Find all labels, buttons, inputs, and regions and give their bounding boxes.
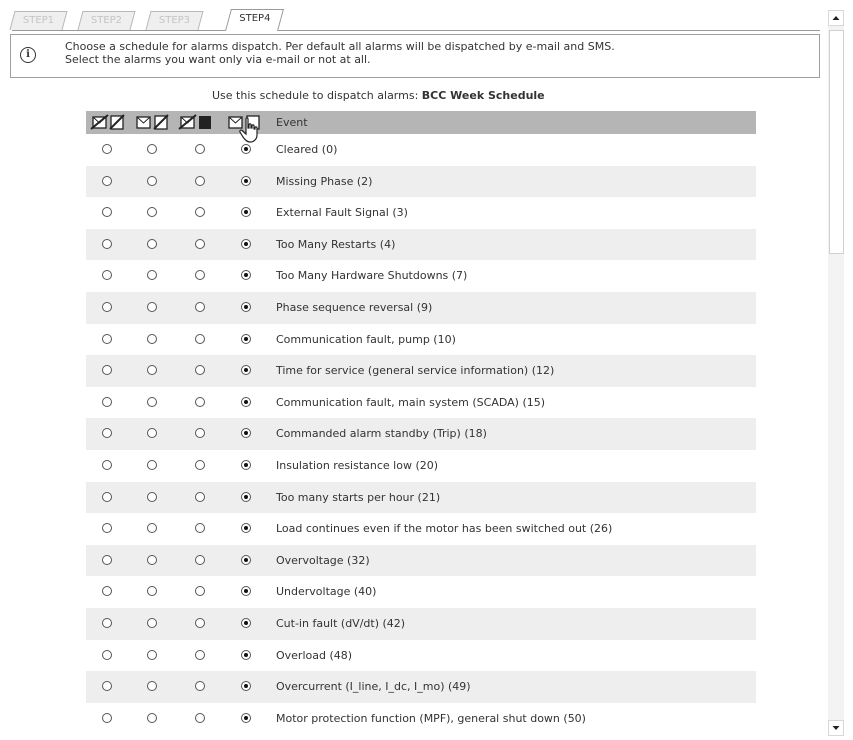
dispatch-radio-option-2[interactable] (147, 239, 157, 249)
dispatch-radio-option-2[interactable] (147, 176, 157, 186)
dispatch-radio-option-3[interactable] (195, 302, 205, 312)
info-text (65, 40, 615, 66)
dispatch-radio-option-2[interactable] (147, 586, 157, 596)
dispatch-radio-option-1[interactable] (102, 586, 112, 596)
dispatch-radio-option-1[interactable] (102, 681, 112, 691)
table-row (86, 324, 756, 356)
dispatch-radio-option-2[interactable] (147, 523, 157, 533)
dispatch-radio-option-2[interactable] (147, 555, 157, 565)
event-label: Cut-in fault (dV/dt) (42) (276, 616, 406, 630)
dispatch-radio-option-1[interactable] (102, 239, 112, 249)
info-line-1: Choose a schedule for alarms dispatch. Per default all alarms will be dispatched by e-mail and SMS. (65, 40, 615, 53)
event-label: Phase sequence reversal (9) (276, 300, 433, 314)
event-label: Missing Phase (2) (276, 174, 373, 188)
event-label: Communication fault, pump (10) (276, 332, 456, 346)
dispatch-radio-option-4[interactable] (241, 650, 251, 660)
event-label: Commanded alarm standby (Trip) (18) (276, 427, 487, 441)
event-label: Motor protection function (MPF), general shut down (50) (276, 711, 586, 725)
event-label: Too Many Hardware Shutdowns (7) (276, 269, 468, 283)
dispatch-radio-option-2[interactable] (147, 144, 157, 154)
tab-label: STEP3 (158, 15, 191, 26)
dispatch-radio-option-2[interactable] (147, 713, 157, 723)
dispatch-radio-option-2[interactable] (147, 681, 157, 691)
info-box (10, 34, 820, 78)
dispatch-radio-option-1[interactable] (102, 144, 112, 154)
dispatch-radio-option-4[interactable] (241, 302, 251, 312)
dispatch-radio-option-1[interactable] (102, 397, 112, 407)
table-row (86, 671, 756, 703)
dispatch-radio-option-1[interactable] (102, 176, 112, 186)
dispatch-radio-option-4[interactable] (241, 555, 251, 565)
dispatch-radio-option-3[interactable] (195, 618, 205, 628)
dispatch-radio-option-3[interactable] (195, 460, 205, 470)
dispatch-radio-option-2[interactable] (147, 365, 157, 375)
dispatch-radio-option-4[interactable] (241, 586, 251, 596)
dispatch-radio-option-4[interactable] (241, 270, 251, 280)
tab-label: STEP1 (22, 15, 55, 26)
tab-step-1[interactable] (9, 11, 67, 30)
table-row (86, 387, 756, 419)
dispatch-radio-option-3[interactable] (195, 681, 205, 691)
dispatch-radio-option-4[interactable] (241, 397, 251, 407)
dispatch-radio-option-2[interactable] (147, 650, 157, 660)
dispatch-radio-option-4[interactable] (241, 523, 251, 533)
dispatch-radio-option-3[interactable] (195, 334, 205, 344)
dispatch-radio-option-4[interactable] (241, 428, 251, 438)
tab-label: STEP4 (239, 13, 271, 24)
tab-step-3[interactable] (145, 11, 203, 30)
dispatch-radio-option-3[interactable] (195, 492, 205, 502)
dispatch-radio-option-2[interactable] (147, 618, 157, 628)
schedule-prefix: Use this schedule to dispatch alarms: (212, 89, 419, 102)
event-column-header: Event (276, 116, 308, 129)
dispatch-radio-option-4[interactable] (241, 144, 251, 154)
event-label: Undervoltage (40) (276, 585, 377, 599)
event-label: Load continues even if the motor has been switched out (26) (276, 522, 613, 536)
event-label: Too Many Restarts (4) (276, 237, 396, 251)
alarm-dispatch-table (86, 111, 756, 734)
tab-step-2[interactable] (77, 11, 135, 30)
dispatch-radio-option-1[interactable] (102, 713, 112, 723)
arrow-up-icon[interactable] (828, 10, 844, 26)
dispatch-radio-option-1[interactable] (102, 618, 112, 628)
dispatch-radio-option-1[interactable] (102, 302, 112, 312)
dispatch-radio-option-4[interactable] (241, 207, 251, 217)
event-label: External Fault Signal (3) (276, 206, 408, 220)
table-body (86, 134, 756, 734)
dispatch-radio-option-1[interactable] (102, 334, 112, 344)
table-row (86, 482, 756, 514)
vertical-scrollbar[interactable] (828, 10, 844, 736)
dispatch-radio-option-4[interactable] (241, 618, 251, 628)
no-email-no-sms-icon[interactable] (90, 114, 130, 131)
dispatch-radio-option-1[interactable] (102, 492, 112, 502)
table-row (86, 292, 756, 324)
dispatch-radio-option-3[interactable] (195, 144, 205, 154)
dispatch-radio-option-2[interactable] (147, 334, 157, 344)
table-row (86, 134, 756, 166)
dispatch-radio-option-3[interactable] (195, 428, 205, 438)
dispatch-radio-option-4[interactable] (241, 239, 251, 249)
scrollbar-thumb[interactable] (829, 30, 844, 254)
dispatch-radio-option-1[interactable] (102, 555, 112, 565)
dispatch-radio-option-2[interactable] (147, 397, 157, 407)
schedule-line (212, 89, 545, 102)
dispatch-radio-option-3[interactable] (195, 207, 205, 217)
dispatch-radio-option-2[interactable] (147, 460, 157, 470)
table-row (86, 640, 756, 672)
dispatch-radio-option-3[interactable] (195, 397, 205, 407)
dispatch-radio-option-3[interactable] (195, 365, 205, 375)
table-row (86, 450, 756, 482)
table-row (86, 545, 756, 577)
dispatch-radio-option-3[interactable] (195, 523, 205, 533)
hand-cursor-icon (239, 116, 261, 144)
table-row (86, 355, 756, 387)
dispatch-radio-option-1[interactable] (102, 365, 112, 375)
dispatch-radio-option-3[interactable] (195, 176, 205, 186)
event-label: Insulation resistance low (20) (276, 458, 439, 472)
schedule-link[interactable]: BCC Week Schedule (421, 89, 545, 102)
dispatch-radio-option-1[interactable] (102, 650, 112, 660)
table-row (86, 166, 756, 198)
event-label: Cleared (0) (276, 143, 338, 156)
table-row (86, 418, 756, 450)
table-header (86, 111, 756, 134)
dispatch-radio-option-4[interactable] (241, 492, 251, 502)
dispatch-radio-option-2[interactable] (147, 428, 157, 438)
dispatch-radio-option-1[interactable] (102, 523, 112, 533)
dispatch-radio-option-3[interactable] (195, 586, 205, 596)
dispatch-radio-option-1[interactable] (102, 207, 112, 217)
info-line-2: Select the alarms you want only via e-mail or not at all. (65, 53, 371, 66)
arrow-down-icon[interactable] (828, 720, 844, 736)
table-row (86, 197, 756, 229)
event-label: Too many starts per hour (21) (276, 490, 441, 504)
dispatch-radio-option-4[interactable] (241, 460, 251, 470)
dispatch-radio-option-1[interactable] (102, 428, 112, 438)
dispatch-radio-option-4[interactable] (241, 713, 251, 723)
dispatch-radio-option-1[interactable] (102, 270, 112, 280)
event-label: Overload (48) (276, 648, 353, 662)
dispatch-radio-option-3[interactable] (195, 555, 205, 565)
tab-step-4[interactable] (225, 9, 284, 31)
dispatch-radio-option-2[interactable] (147, 207, 157, 217)
info-icon: i (20, 47, 36, 63)
event-label: Overvoltage (32) (276, 553, 370, 567)
dispatch-radio-option-3[interactable] (195, 239, 205, 249)
email-no-sms-icon[interactable] (134, 114, 174, 131)
step-tabs (12, 8, 820, 31)
dispatch-radio-option-3[interactable] (195, 713, 205, 723)
dispatch-radio-option-4[interactable] (241, 176, 251, 186)
event-label: Communication fault, main system (SCADA) (15) (276, 395, 546, 409)
dispatch-radio-option-2[interactable] (147, 270, 157, 280)
table-row (86, 576, 756, 608)
dispatch-radio-option-2[interactable] (147, 302, 157, 312)
table-row (86, 229, 756, 261)
dispatch-radio-option-3[interactable] (195, 650, 205, 660)
dispatch-radio-option-1[interactable] (102, 460, 112, 470)
dispatch-radio-option-2[interactable] (147, 492, 157, 502)
table-row (86, 608, 756, 640)
table-row (86, 703, 756, 735)
dispatch-radio-option-3[interactable] (195, 270, 205, 280)
event-label: Time for service (general service information) (12) (276, 364, 555, 378)
table-row (86, 513, 756, 545)
no-email-sms-icon[interactable] (178, 114, 218, 131)
dispatch-radio-option-4[interactable] (241, 681, 251, 691)
event-label: Overcurrent (I_line, I_dc, I_mo) (49) (276, 680, 471, 694)
dispatch-radio-option-4[interactable] (241, 365, 251, 375)
table-row (86, 260, 756, 292)
tab-label: STEP2 (90, 15, 123, 26)
dispatch-radio-option-4[interactable] (241, 334, 251, 344)
